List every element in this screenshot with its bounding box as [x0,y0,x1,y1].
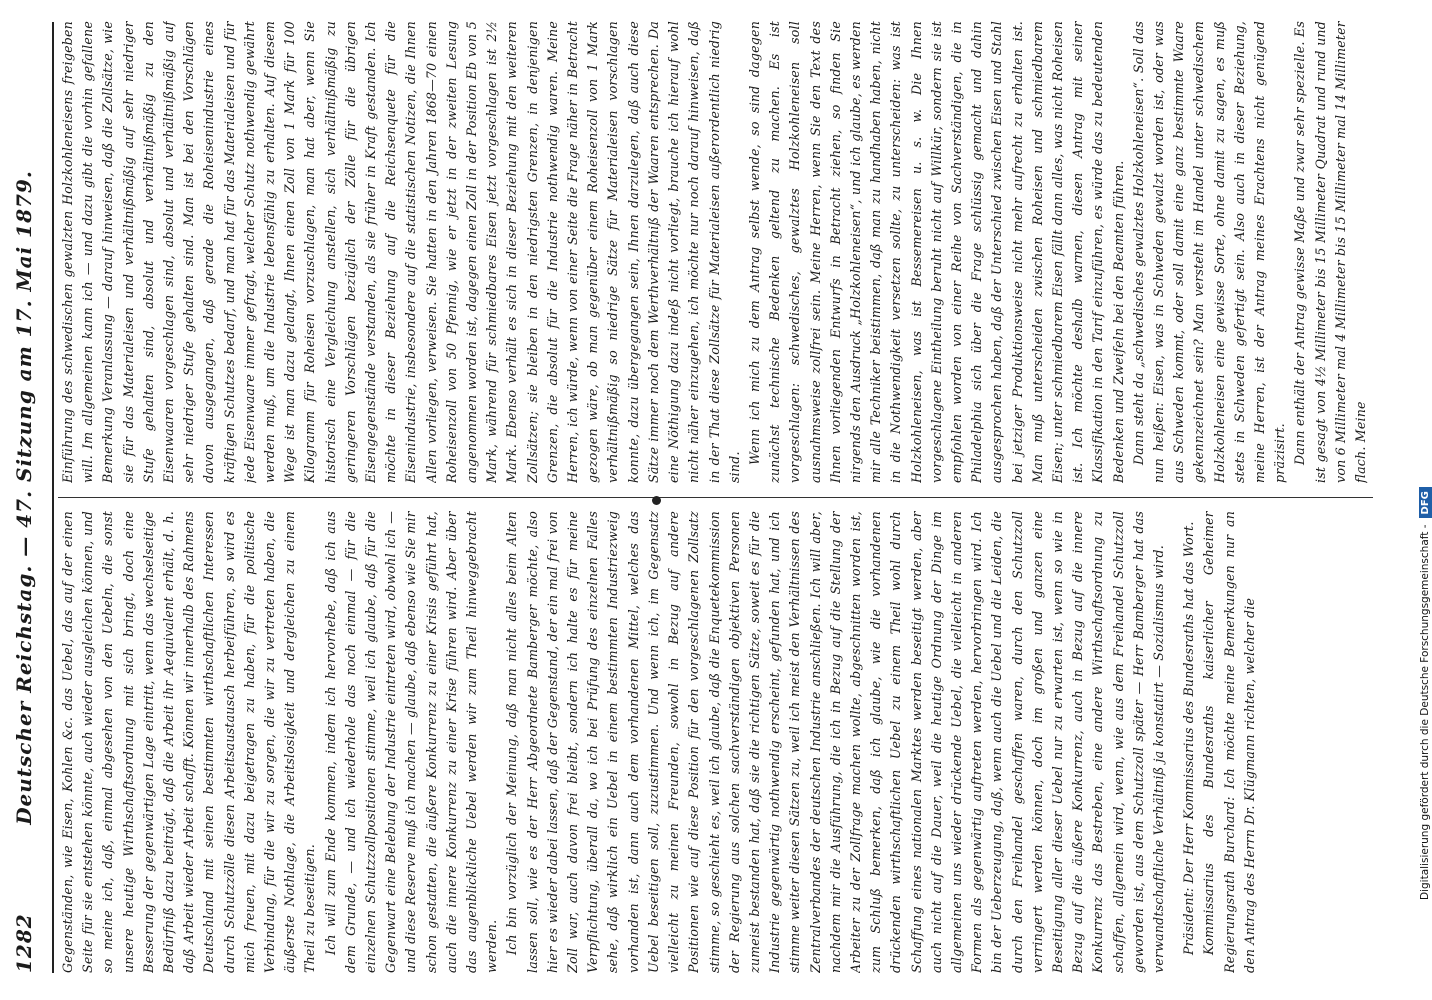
paragraph: Wenn ich mich zu dem Antrag selbst wende, so sind dagegen zunächst technische Bedenken geltend zu machen. Es ist vorgeschlagen: schwedisches, gewalztes Holzkohleneisen soll ausnahmsweise zollfrei sein. Meine Herren, wenn Sie den Text des Ihnen vorliegenden Entwurfs in Betracht ziehen, so finden Sie nirgends den Ausdruck „Holzkohleneisen“, und ich glaube, es werden mir alle Techniker beistimmen, daß man zu handhaben haben, nicht in die Nothwendigkeit versetzen sollte, zu unterscheiden: was ist Holzkohleneisen, was ist Bessemereisen u. s. w. Die Ihnen vorgeschlagene Eintheilung beruht nicht auf Willkür, sondern sie ist empfohlen worden von einer Reihe von Sachverständigen, die in Philadelphia sich über die Frage schlüssig gemacht und dahin ausgesprochen haben, daß der Unterschied zwischen Eisen und Stahl bei jetziger Produktionsweise nicht mehr aufrecht zu erhalten ist. Man muß unterscheiden zwischen Roheisen und schmiedbarem Eisen; unter schmiedbarem Eisen fällt dann alles, was nicht Roheisen ist. Ich möchte deshalb warnen, diesen Antrag mit seiner Klassifikation in den Tarif einzuführen, es würde das zu bedeutenden Bedenken und Zweifeln bei den Beamten führen. [746,21,1126,483]
paragraph: Ich bin vorzüglich der Meinung, daß man nicht alles beim Alten lassen soll, wie es der Herr Abgeordnete Bamberger möchte, also hier es wieder dabei lassen, daß der Gegenstand, der ein mal frei von Zoll war, auch davon frei bleibt, sondern ich halte es für meine Verpflichtung, überall da, wo ich bei Prüfung des einzelnen Falles sehe, daß wirklich ein Uebel in einem bestimmten Industriezweig vorhanden ist, dann auch dem vorhandenen Mittel, welches das Uebel beseitigen soll, zuzustimmen. Und wenn ich, im Gegensatz vielleicht zu meinen Freunden, sowohl in Bezug auf andere Positionen wie auf diese Position für den vorgeschlagenen Zollsatz stimme, so geschieht es, weil ich glaube, daß die Enquetekommission der Regierung aus solchen sachverständigen objektiven Personen zumeist bestanden hat, daß sie die richtigen Sätze, soweit es für die Industrie gegenwärtig nothwendig erscheint, gefunden hat, und ich stimme weiter diesen Sätzen zu, weil ich meist den Verhältnissen des Zentralverbandes der deutschen Industrie anschließen. Ich will aber, nachdem mir die Ausführung, die ich in Bezug auf die Stellung der Arbeiter zu der Zollfrage machen wollte, abgeschnitten worden ist, zum Schluß bemerken, daß ich glaube, wie die vorhandenen drückenden wirthschaftlichen Uebel zu einem Theil wohl durch Schaffung eines nationalen Marktes werden beseitigt werden, aber auch nicht auf die Dauer, weil die heutige Ordnung der Dinge im allgemeinen uns wieder drückende Uebel, die vielleicht in anderen Formen als gegenwärtig auftreten werden, hervorbringen wird. Ich bin der Ueberzeugung, daß, wenn auch die Uebel und die Leiden, die durch den Freihandel geschaffen waren, durch den Schutzzoll verringert werden können, doch im großen und ganzen eine Beseitigung aller dieser Uebel nur zu erwarten ist, wenn so wie in Bezug auf die äußere Konkurrenz, auch in Bezug auf die innere Konkurrenz das Bestreben, eine andere Wirthschaftsordnung zu schaffen, allgemein wird, wenn, wie aus dem Freihandel Schutzzoll geworden ist, aus dem Schutzzoll später — Herr Bamberger hat das verwandtschaftliche Verhältniß ja konstatirt — Sozialismus wird. [504,511,1166,973]
left-column [58,511,1373,973]
dfg-logo: DFG [1419,487,1432,518]
ink-dot [652,496,661,505]
right-column [58,21,1373,483]
paragraph: Dann steht da „schwedisches gewalztes Holzkohleneisen“. Soll das nun heißen: Eisen, was in Schweden gewalzt worden ist, oder was aus Schweden kommt, oder soll damit eine ganz bestimmte Waare gekennzeichnet sein? Man versteht im Handel unter schwedischem Holzkohleneisen eine gewisse Sorte, ohne damit zu sagen, es muß stets in Schweden gefertigt sein. Also auch in dieser Beziehung, meine Herren, ist der Antrag meines Erachtens nicht genügend präzisirt. [1130,21,1288,483]
page-number: 1282 [12,913,36,973]
paragraph: Ich will zum Ende kommen, indem ich hervorhebe, daß ich aus dem Grunde, — und ich wiederhole das noch einmal — für die einzelnen Schutzzollpositionen stimme, weil ich glaube, daß für die Gegenwart eine Belebung der Industrie eintreten wird, obwohl ich — und diese Reserve muß ich machen — glaube, daß ebenso wie Sie mir schon gestatten, die äußere Konkurrenz zu einer Krisis geführt hat, auch die innere Konkurrenz zu einer Krise führen wird. Aber über das augenblickliche Uebel werden wir zum Theil hinweggebracht werden. [322,511,500,973]
page-header [8,22,50,973]
paragraph: Gegenständen, wie Eisen, Kohlen &c. das Uebel, das auf der einen Seite für sie entstehen könnte, auch wieder ausgleichen können, und so meine ich, daß, einmal abgesehen von den Uebeln, die sonst unsere heutige Wirthschaftsordnung mit sich bringt, doch eine Besserung der gegenwärtigen Lage eintritt, wenn das wechselseitige Bedürfniß dazu beiträgt, daß die Arbeit ihr Aequivalent erhält, d. h. daß Arbeit wieder Arbeit schafft. Können wir innerhalb des Rahmens Deutschland mit seinen bestimmten wirthschaftlichen Interessen durch Schutzzölle diesen Arbeitsaustausch herbeiführen, so wird es mich freuen, mit dazu beigetragen zu haben, für die politische Verbindung, für die wir zu sorgen, die wir zu vertreten haben, die äußerste Nothlage, die Arbeitslosigkeit und dergleichen zu einem Theil zu beseitigen. [60,511,318,973]
header-rule [52,22,54,973]
dfg-credit [1407,0,1432,1000]
column-separator [58,497,1373,498]
paragraph: Einführung des schwedischen gewalzten Holzkohleneisens freigeben will. Im allgemeinen kann ich — und dazu gibt die vorhin gefallene Bemerkung Veranlassung — darauf hinweisen, daß die Zollsätze, wie sie für das Materialeisen und verhältnißmäßig auf sehr niedriger Stufe gehalten sind, absolut und verhältnißmäßig zu den Eisenwaaren vorgeschlagen sind, absolut und verhältnißmäßig auf sehr niedriger Stufe gehalten sind. Man ist bei den Vorschlägen davon ausgegangen, daß gerade die Roheisenindustrie eines kräftigen Schutzes bedarf, und man hat für das Materialeisen und für jede Eisenwaare immer gefragt, welcher Schutz nothwendig gewährt werden muß, um die Industrie lebensfähig zu erhalten. Auf diesem Wege ist man dazu gelangt, Ihnen einen Zoll von 1 Mark für 100 Kilogramm für Roheisen vorzuschlagen, man hat aber, wenn Sie historisch eine Vergleichung anstellen, sich verhältnißmäßig zu geringeren Vorschlägen bezüglich der Zölle für die übrigen Eisengegenstände verstanden, als sie früher in Kraft gestanden. Ich möchte in dieser Beziehung auf die Reichsenquete für die Eisenindustrie, insbesondere auf die statistischen Notizen, die Ihnen Allen vorliegen, verweisen. Sie hatten in den Jahren 1868—70 einen Roheisenzoll von 50 Pfennig, wie er jetzt in der zweiten Lesung angenommen worden ist, dagegen einen Zoll in der Position Eb von 5 Mark, während für schmiedbares Eisen jetzt vorgeschlagen ist 2½ Mark. Ebenso verhält es sich in dieser Beziehung mit den weiteren Zollsätzen; sie bleiben in den niedrigsten Grenzen, in denjenigen Grenzen, die absolut für die Industrie nothwendig waren. Meine Herren, ich würde, wenn von einer Seite die Frage näher in Betracht gezogen wäre, ob man gegenüber einem Roheisenzoll von 1 Mark verhältnißmäßig so niedrige Sätze für Materialeisen vorschlagen konnte, dazu übergegangen sein, Ihnen darzulegen, daß auch diese Sätze immer noch dem Werthverhältniß der Waaren entsprechen. Da eine Nöthigung dazu indeß nicht vorliegt, brauche ich hierauf wohl nicht näher einzugehen, ich möchte nur noch darauf hinweisen, daß in der That diese Zollsätze für Materialeisen außerordentlich niedrig sind. [60,21,742,483]
paragraph: Dann enthält der Antrag gewisse Maße und zwar sehr spezielle. Es ist gesagt von 4½ Millimeter bis 15 Millimeter Quadrat und rund und von 6 Millimeter mal 4 Millimeter bis 15 Millimeter mal 14 Millimeter flach. Meine [1292,21,1368,483]
paragraph-commissioner: Kommissarius des Bundesraths kaiserlicher Geheimer Regierungsrath Burchard: Ich möchte meine Bemerkungen nur an den Antrag des Herrn Dr. Klügmann richten, welcher die [1201,511,1257,973]
running-title: Deutscher Reichstag. — 47. Sitzung am 17. Mai 1879. [12,170,36,825]
dfg-credit-text: Digitalisierung gefördert durch die Deutsche Forschungsgemeinschaft - [1419,524,1431,900]
paragraph-president: Präsident: Der Herr Kommissarius des Bundesraths hat das Wort. [1181,521,1197,955]
